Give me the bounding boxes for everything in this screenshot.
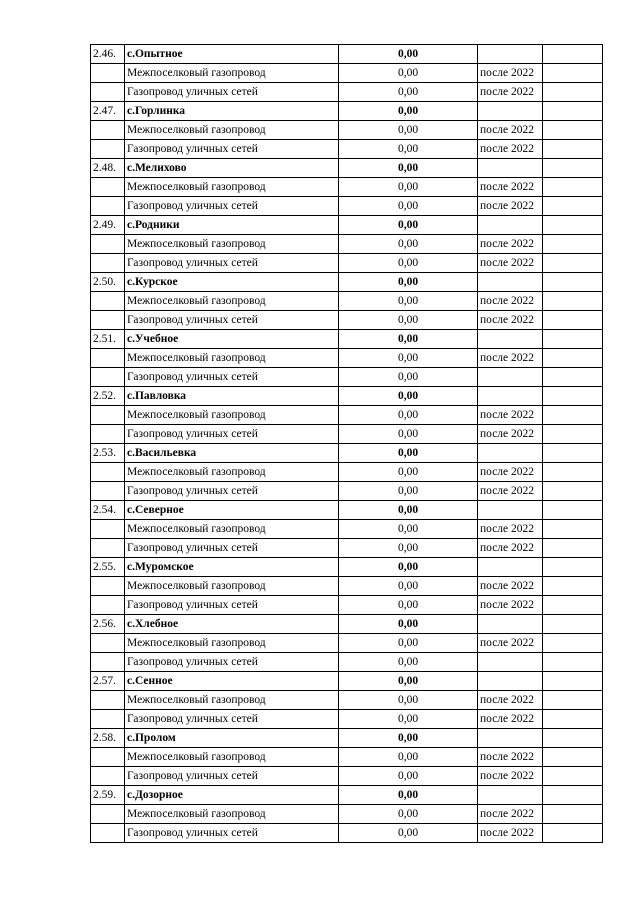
value-cell: 0,00 [339,767,478,786]
table-row-item [91,197,603,216]
value-cell: 0,00 [339,824,478,843]
value-cell: 0,00 [339,691,478,710]
village-name: с.Дозорное [125,786,339,805]
value-cell: 0,00 [339,805,478,824]
term-cell: после 2022 [478,596,543,615]
note-cell [543,64,603,83]
note-cell [543,387,603,406]
note-cell [543,748,603,767]
table-row-item [91,824,603,843]
value-cell: 0,00 [339,83,478,102]
note-cell [543,729,603,748]
value-cell: 0,00 [339,748,478,767]
term-cell: после 2022 [478,311,543,330]
row-number [91,178,125,197]
table-row-village [91,444,603,463]
term-cell: после 2022 [478,520,543,539]
note-cell [543,292,603,311]
note-cell [543,273,603,292]
table-row-item [91,83,603,102]
table-row-village [91,45,603,64]
pipeline-name: Межпоселковый газопровод [125,292,339,311]
value-cell: 0,00 [339,178,478,197]
note-cell [543,501,603,520]
term-cell [478,615,543,634]
note-cell [543,159,603,178]
term-cell: после 2022 [478,406,543,425]
village-name: с.Северное [125,501,339,520]
table-row-item [91,292,603,311]
term-cell: после 2022 [478,178,543,197]
term-cell: после 2022 [478,805,543,824]
row-number [91,824,125,843]
term-cell: после 2022 [478,292,543,311]
row-number: 2.58. [91,729,125,748]
note-cell [543,254,603,273]
row-number [91,805,125,824]
table-row-item [91,463,603,482]
term-cell: после 2022 [478,425,543,444]
table-row-village [91,672,603,691]
row-number: 2.50. [91,273,125,292]
row-number [91,311,125,330]
table-row-village [91,330,603,349]
pipeline-name: Межпоселковый газопровод [125,235,339,254]
pipeline-name: Газопровод уличных сетей [125,824,339,843]
value-cell: 0,00 [339,444,478,463]
value-cell: 0,00 [339,406,478,425]
note-cell [543,235,603,254]
table-row-item [91,748,603,767]
gas-pipeline-table [90,44,603,843]
pipeline-name: Газопровод уличных сетей [125,767,339,786]
pipeline-name: Межпоселковый газопровод [125,520,339,539]
term-cell: после 2022 [478,64,543,83]
pipeline-name: Межпоселковый газопровод [125,178,339,197]
pipeline-name: Межпоселковый газопровод [125,805,339,824]
village-name: с.Муромское [125,558,339,577]
value-cell: 0,00 [339,577,478,596]
term-cell: после 2022 [478,349,543,368]
pipeline-name: Межпоселковый газопровод [125,64,339,83]
value-cell: 0,00 [339,349,478,368]
row-number [91,691,125,710]
value-cell: 0,00 [339,102,478,121]
note-cell [543,520,603,539]
table-body [91,45,603,843]
note-cell [543,406,603,425]
table-row-item [91,311,603,330]
row-number [91,64,125,83]
table-row-village [91,159,603,178]
row-number [91,83,125,102]
pipeline-name: Газопровод уличных сетей [125,254,339,273]
value-cell: 0,00 [339,197,478,216]
value-cell: 0,00 [339,653,478,672]
term-cell: после 2022 [478,748,543,767]
note-cell [543,824,603,843]
note-cell [543,805,603,824]
village-name: с.Сенное [125,672,339,691]
row-number [91,482,125,501]
row-number: 2.54. [91,501,125,520]
village-name: с.Горлинка [125,102,339,121]
term-cell [478,368,543,387]
row-number [91,121,125,140]
row-number: 2.49. [91,216,125,235]
note-cell [543,311,603,330]
pipeline-name: Газопровод уличных сетей [125,710,339,729]
note-cell [543,140,603,159]
village-name: с.Пролом [125,729,339,748]
value-cell: 0,00 [339,387,478,406]
pipeline-name: Межпоселковый газопровод [125,634,339,653]
term-cell: после 2022 [478,539,543,558]
row-number [91,368,125,387]
row-number [91,425,125,444]
note-cell [543,596,603,615]
term-cell [478,159,543,178]
term-cell [478,330,543,349]
pipeline-name: Межпоселковый газопровод [125,349,339,368]
term-cell: после 2022 [478,710,543,729]
row-number [91,463,125,482]
note-cell [543,45,603,64]
term-cell [478,558,543,577]
row-number: 2.48. [91,159,125,178]
pipeline-name: Межпоселковый газопровод [125,406,339,425]
term-cell [478,273,543,292]
pipeline-name: Газопровод уличных сетей [125,197,339,216]
table-row-item [91,425,603,444]
table-row-item [91,140,603,159]
term-cell [478,653,543,672]
term-cell: после 2022 [478,83,543,102]
note-cell [543,216,603,235]
row-number [91,349,125,368]
table-row-item [91,121,603,140]
table-row-village [91,216,603,235]
value-cell: 0,00 [339,368,478,387]
value-cell: 0,00 [339,216,478,235]
value-cell: 0,00 [339,273,478,292]
pipeline-name: Газопровод уличных сетей [125,368,339,387]
village-name: с.Курское [125,273,339,292]
term-cell: после 2022 [478,767,543,786]
row-number [91,767,125,786]
pipeline-name: Межпоселковый газопровод [125,691,339,710]
table-row-item [91,767,603,786]
table-row-village [91,501,603,520]
value-cell: 0,00 [339,254,478,273]
value-cell: 0,00 [339,45,478,64]
value-cell: 0,00 [339,501,478,520]
note-cell [543,425,603,444]
table-row-village [91,558,603,577]
table-row-item [91,520,603,539]
term-cell: после 2022 [478,140,543,159]
table-row-item [91,178,603,197]
table-row-item [91,710,603,729]
table-row-village [91,615,603,634]
pipeline-name: Газопровод уличных сетей [125,482,339,501]
pipeline-name: Газопровод уличных сетей [125,140,339,159]
pipeline-name: Межпоселковый газопровод [125,463,339,482]
value-cell: 0,00 [339,482,478,501]
note-cell [543,444,603,463]
note-cell [543,178,603,197]
table-row-item [91,691,603,710]
table-row-item [91,653,603,672]
term-cell [478,729,543,748]
note-cell [543,349,603,368]
term-cell: после 2022 [478,197,543,216]
value-cell: 0,00 [339,121,478,140]
note-cell [543,482,603,501]
row-number: 2.57. [91,672,125,691]
term-cell: после 2022 [478,463,543,482]
table-row-village [91,273,603,292]
row-number [91,235,125,254]
value-cell: 0,00 [339,615,478,634]
table-row-item [91,368,603,387]
village-name: с.Опытное [125,45,339,64]
row-number: 2.59. [91,786,125,805]
row-number [91,406,125,425]
value-cell: 0,00 [339,729,478,748]
table-row-item [91,64,603,83]
note-cell [543,368,603,387]
village-name: с.Мелихово [125,159,339,178]
village-name: с.Васильевка [125,444,339,463]
pipeline-name: Газопровод уличных сетей [125,311,339,330]
row-number [91,140,125,159]
term-cell: после 2022 [478,577,543,596]
pipeline-name: Газопровод уличных сетей [125,425,339,444]
note-cell [543,463,603,482]
value-cell: 0,00 [339,596,478,615]
value-cell: 0,00 [339,311,478,330]
pipeline-name: Межпоселковый газопровод [125,577,339,596]
note-cell [543,767,603,786]
row-number [91,634,125,653]
table-row-item [91,577,603,596]
village-name: с.Хлебное [125,615,339,634]
note-cell [543,83,603,102]
table-row-item [91,634,603,653]
value-cell: 0,00 [339,786,478,805]
value-cell: 0,00 [339,330,478,349]
table-row-item [91,254,603,273]
value-cell: 0,00 [339,64,478,83]
row-number [91,539,125,558]
note-cell [543,558,603,577]
pipeline-name: Межпоселковый газопровод [125,748,339,767]
value-cell: 0,00 [339,463,478,482]
value-cell: 0,00 [339,539,478,558]
term-cell: после 2022 [478,824,543,843]
village-name: с.Учебное [125,330,339,349]
pipeline-name: Межпоселковый газопровод [125,121,339,140]
term-cell: после 2022 [478,482,543,501]
table-row-item [91,539,603,558]
note-cell [543,121,603,140]
note-cell [543,710,603,729]
note-cell [543,615,603,634]
row-number: 2.55. [91,558,125,577]
table-row-item [91,349,603,368]
table-row-village [91,387,603,406]
value-cell: 0,00 [339,558,478,577]
row-number [91,596,125,615]
term-cell: после 2022 [478,634,543,653]
term-cell [478,102,543,121]
row-number [91,577,125,596]
table-row-village [91,102,603,121]
row-number: 2.53. [91,444,125,463]
table-row-item [91,596,603,615]
value-cell: 0,00 [339,292,478,311]
village-name: с.Родники [125,216,339,235]
row-number [91,710,125,729]
table-row-village [91,786,603,805]
row-number [91,197,125,216]
term-cell [478,444,543,463]
row-number [91,254,125,273]
pipeline-name: Газопровод уличных сетей [125,653,339,672]
term-cell [478,216,543,235]
row-number [91,292,125,311]
note-cell [543,330,603,349]
value-cell: 0,00 [339,672,478,691]
term-cell [478,387,543,406]
table-row-village [91,729,603,748]
note-cell [543,672,603,691]
note-cell [543,691,603,710]
term-cell [478,45,543,64]
value-cell: 0,00 [339,235,478,254]
row-number: 2.46. [91,45,125,64]
table-row-item [91,406,603,425]
pipeline-name: Газопровод уличных сетей [125,596,339,615]
row-number [91,520,125,539]
pipeline-name: Газопровод уличных сетей [125,539,339,558]
village-name: с.Павловка [125,387,339,406]
row-number [91,748,125,767]
row-number: 2.47. [91,102,125,121]
term-cell [478,501,543,520]
note-cell [543,577,603,596]
term-cell: после 2022 [478,121,543,140]
value-cell: 0,00 [339,159,478,178]
term-cell [478,672,543,691]
row-number [91,653,125,672]
note-cell [543,786,603,805]
note-cell [543,539,603,558]
row-number: 2.52. [91,387,125,406]
value-cell: 0,00 [339,634,478,653]
value-cell: 0,00 [339,710,478,729]
term-cell: после 2022 [478,691,543,710]
table-row-item [91,482,603,501]
value-cell: 0,00 [339,520,478,539]
value-cell: 0,00 [339,140,478,159]
term-cell: после 2022 [478,254,543,273]
note-cell [543,634,603,653]
note-cell [543,653,603,672]
table-row-item [91,805,603,824]
row-number: 2.56. [91,615,125,634]
pipeline-name: Газопровод уличных сетей [125,83,339,102]
row-number: 2.51. [91,330,125,349]
table-row-item [91,235,603,254]
term-cell [478,786,543,805]
note-cell [543,197,603,216]
term-cell: после 2022 [478,235,543,254]
value-cell: 0,00 [339,425,478,444]
note-cell [543,102,603,121]
